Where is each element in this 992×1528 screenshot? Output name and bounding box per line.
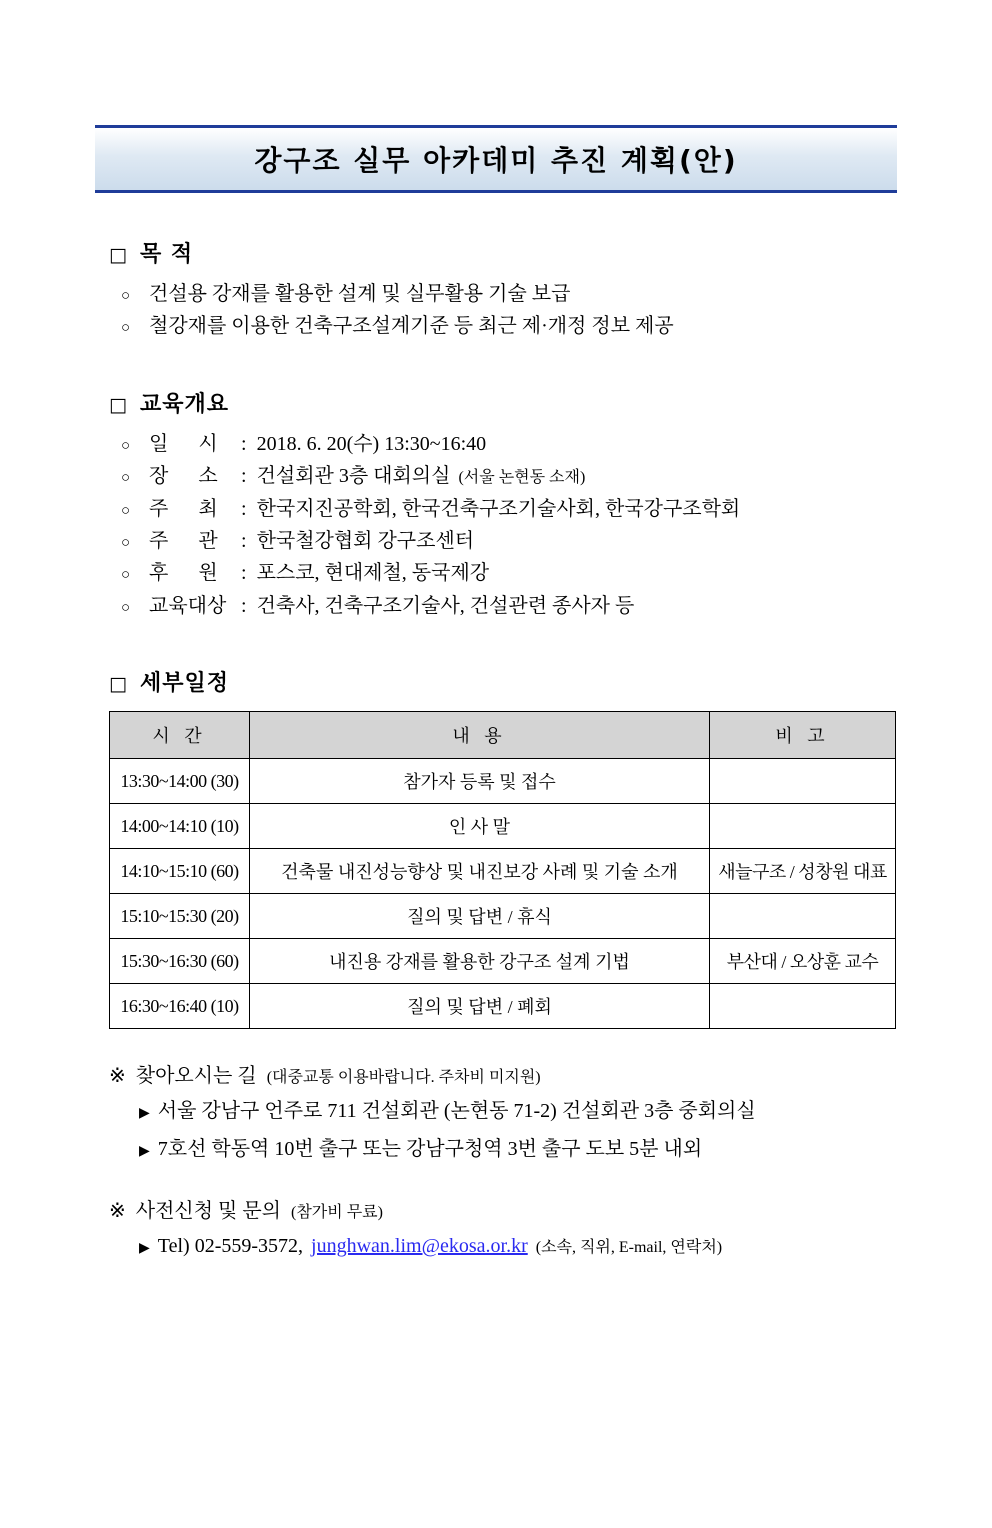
- notes-directions-item-text: 서울 강남구 언주로 711 건설회관 (논현동 71-2) 건설회관 3층 중회의실: [157, 1100, 756, 1123]
- section-overview-title: 교육개요: [139, 391, 229, 417]
- cell-time: 16:30~16:40 (10): [110, 984, 250, 1029]
- notes-directions-subtitle: (대중교통 이용바랍니다. 주차비 미지원): [266, 1069, 541, 1087]
- section-purpose-list: [121, 278, 897, 343]
- overview-row-separator: :: [241, 529, 247, 552]
- list-item: [139, 1231, 897, 1261]
- notes-directions-heading: [109, 1059, 897, 1088]
- overview-row-label: 일 시: [149, 432, 218, 455]
- circle-bullet-icon: ○: [121, 320, 131, 337]
- contact-email-link[interactable]: junghwan.lim@ekosa.or.kr: [311, 1235, 528, 1258]
- cell-time: 15:10~15:30 (20): [110, 894, 250, 939]
- cell-note: 새늘구조 / 성창원 대표: [710, 849, 896, 894]
- overview-row-separator: :: [241, 497, 247, 520]
- overview-row-label: 교육대상: [149, 594, 227, 617]
- overview-row-value: 건설회관 3층 대회의실: [256, 465, 451, 488]
- contact-suffix: (소속, 직위, E-mail, 연락처): [535, 1239, 723, 1257]
- circle-bullet-icon: ○: [121, 470, 131, 487]
- notes-contact: [109, 1194, 897, 1261]
- cell-content: 질의 및 답변 / 폐회: [250, 984, 710, 1029]
- overview-row-label: 주 관: [149, 529, 218, 552]
- cell-note: [710, 759, 896, 804]
- table-row: [110, 894, 896, 939]
- list-item: [121, 278, 897, 310]
- cell-time: 14:00~14:10 (10): [110, 804, 250, 849]
- cell-content: 참가자 등록 및 접수: [250, 759, 710, 804]
- cell-time: 15:30~16:30 (60): [110, 939, 250, 984]
- section-purpose-title: 목 적: [139, 242, 194, 267]
- overview-row-label: 주 최: [149, 497, 218, 520]
- overview-row-value: 한국철강협회 강구조센터: [256, 529, 475, 552]
- document-title-banner: [95, 125, 897, 193]
- list-item-text: 건설용 강재를 활용한 설계 및 실무활용 기술 보급: [149, 283, 571, 305]
- reference-mark-icon: ※: [109, 1200, 126, 1223]
- document-page: [0, 125, 992, 1528]
- list-item: [121, 557, 897, 589]
- cell-time: 13:30~14:00 (30): [110, 759, 250, 804]
- cell-content: 인 사 말: [250, 804, 710, 849]
- contact-tel: Tel) 02-559-3572,: [157, 1235, 304, 1258]
- section-overview-heading: [109, 387, 897, 418]
- triangle-bullet-icon: ▶: [139, 1144, 150, 1160]
- cell-content: 질의 및 답변 / 휴식: [250, 894, 710, 939]
- overview-row-label: 장 소: [149, 465, 218, 488]
- overview-row-note: (서울 논현동 소재): [458, 469, 586, 487]
- table-row: [110, 849, 896, 894]
- circle-bullet-icon: ○: [121, 534, 131, 551]
- table-row: [110, 984, 896, 1029]
- notes-contact-subtitle: (참가비 무료): [291, 1204, 383, 1222]
- overview-row-label: 후 원: [149, 562, 218, 585]
- notes-directions-title: 찾아오시는 길: [135, 1065, 257, 1088]
- notes-directions-item-text: 7호선 학동역 10번 출구 또는 강남구청역 3번 출구 도보 5분 내외: [157, 1138, 703, 1161]
- list-item: [139, 1134, 897, 1164]
- section-purpose: [95, 237, 897, 343]
- circle-bullet-icon: ○: [121, 599, 131, 616]
- table-row: [110, 939, 896, 984]
- circle-bullet-icon: ○: [121, 502, 131, 519]
- list-item: [121, 525, 897, 557]
- square-bullet-icon: □: [109, 244, 128, 266]
- column-header-time: 시 간: [110, 712, 250, 759]
- overview-row-value: 포스코, 현대제철, 동국제강: [256, 562, 490, 585]
- schedule-table: [109, 711, 896, 1029]
- column-header-note: 비 고: [710, 712, 896, 759]
- schedule-table-wrapper: [109, 711, 897, 1029]
- section-schedule-heading: [109, 666, 897, 697]
- section-overview: [95, 387, 897, 622]
- cell-time: 14:10~15:10 (60): [110, 849, 250, 894]
- overview-row-separator: :: [241, 562, 247, 585]
- list-item: [139, 1096, 897, 1126]
- section-purpose-heading: [109, 237, 897, 268]
- list-item: [121, 590, 897, 622]
- list-item: [121, 460, 897, 492]
- reference-mark-icon: ※: [109, 1065, 126, 1088]
- notes-contact-title: 사전신청 및 문의: [135, 1200, 282, 1223]
- cell-content: 건축물 내진성능향상 및 내진보강 사례 및 기술 소개: [250, 849, 710, 894]
- circle-bullet-icon: ○: [121, 437, 131, 454]
- circle-bullet-icon: ○: [121, 288, 131, 304]
- table-header-row: [110, 712, 896, 759]
- section-overview-list: [121, 428, 897, 622]
- list-item-text: 철강재를 이용한 건축구조설계기준 등 최근 제·개정 정보 제공: [149, 315, 674, 338]
- table-row: [110, 759, 896, 804]
- overview-row-value: 건축사, 건축구조기술사, 건설관련 종사자 등: [256, 594, 635, 617]
- table-row: [110, 804, 896, 849]
- notes-directions: [109, 1059, 897, 1164]
- column-header-content: 내 용: [250, 712, 710, 759]
- triangle-bullet-icon: ▶: [139, 1106, 150, 1122]
- square-bullet-icon: □: [109, 673, 128, 696]
- section-schedule: [95, 666, 897, 1029]
- overview-row-value: 한국지진공학회, 한국건축구조기술사회, 한국강구조학회: [256, 497, 741, 520]
- circle-bullet-icon: ○: [121, 567, 131, 584]
- cell-note: [710, 894, 896, 939]
- list-item: [121, 493, 897, 525]
- overview-row-value: 2018. 6. 20(수) 13:30~16:40: [256, 432, 487, 455]
- overview-row-separator: :: [241, 432, 247, 455]
- list-item: [121, 310, 897, 342]
- overview-row-separator: :: [241, 594, 247, 617]
- square-bullet-icon: □: [109, 393, 128, 416]
- list-item: [121, 428, 897, 460]
- cell-note: [710, 804, 896, 849]
- notes-contact-heading: [109, 1194, 897, 1223]
- cell-content: 내진용 강재를 활용한 강구조 설계 기법: [250, 939, 710, 984]
- section-schedule-title: 세부일정: [139, 671, 229, 697]
- overview-row-separator: :: [241, 465, 247, 488]
- triangle-bullet-icon: ▶: [139, 1241, 150, 1257]
- page-title: 강구조 실무 아카데미 추진 계획(안): [254, 144, 738, 177]
- cell-note: [710, 984, 896, 1029]
- cell-note: 부산대 / 오상훈 교수: [710, 939, 896, 984]
